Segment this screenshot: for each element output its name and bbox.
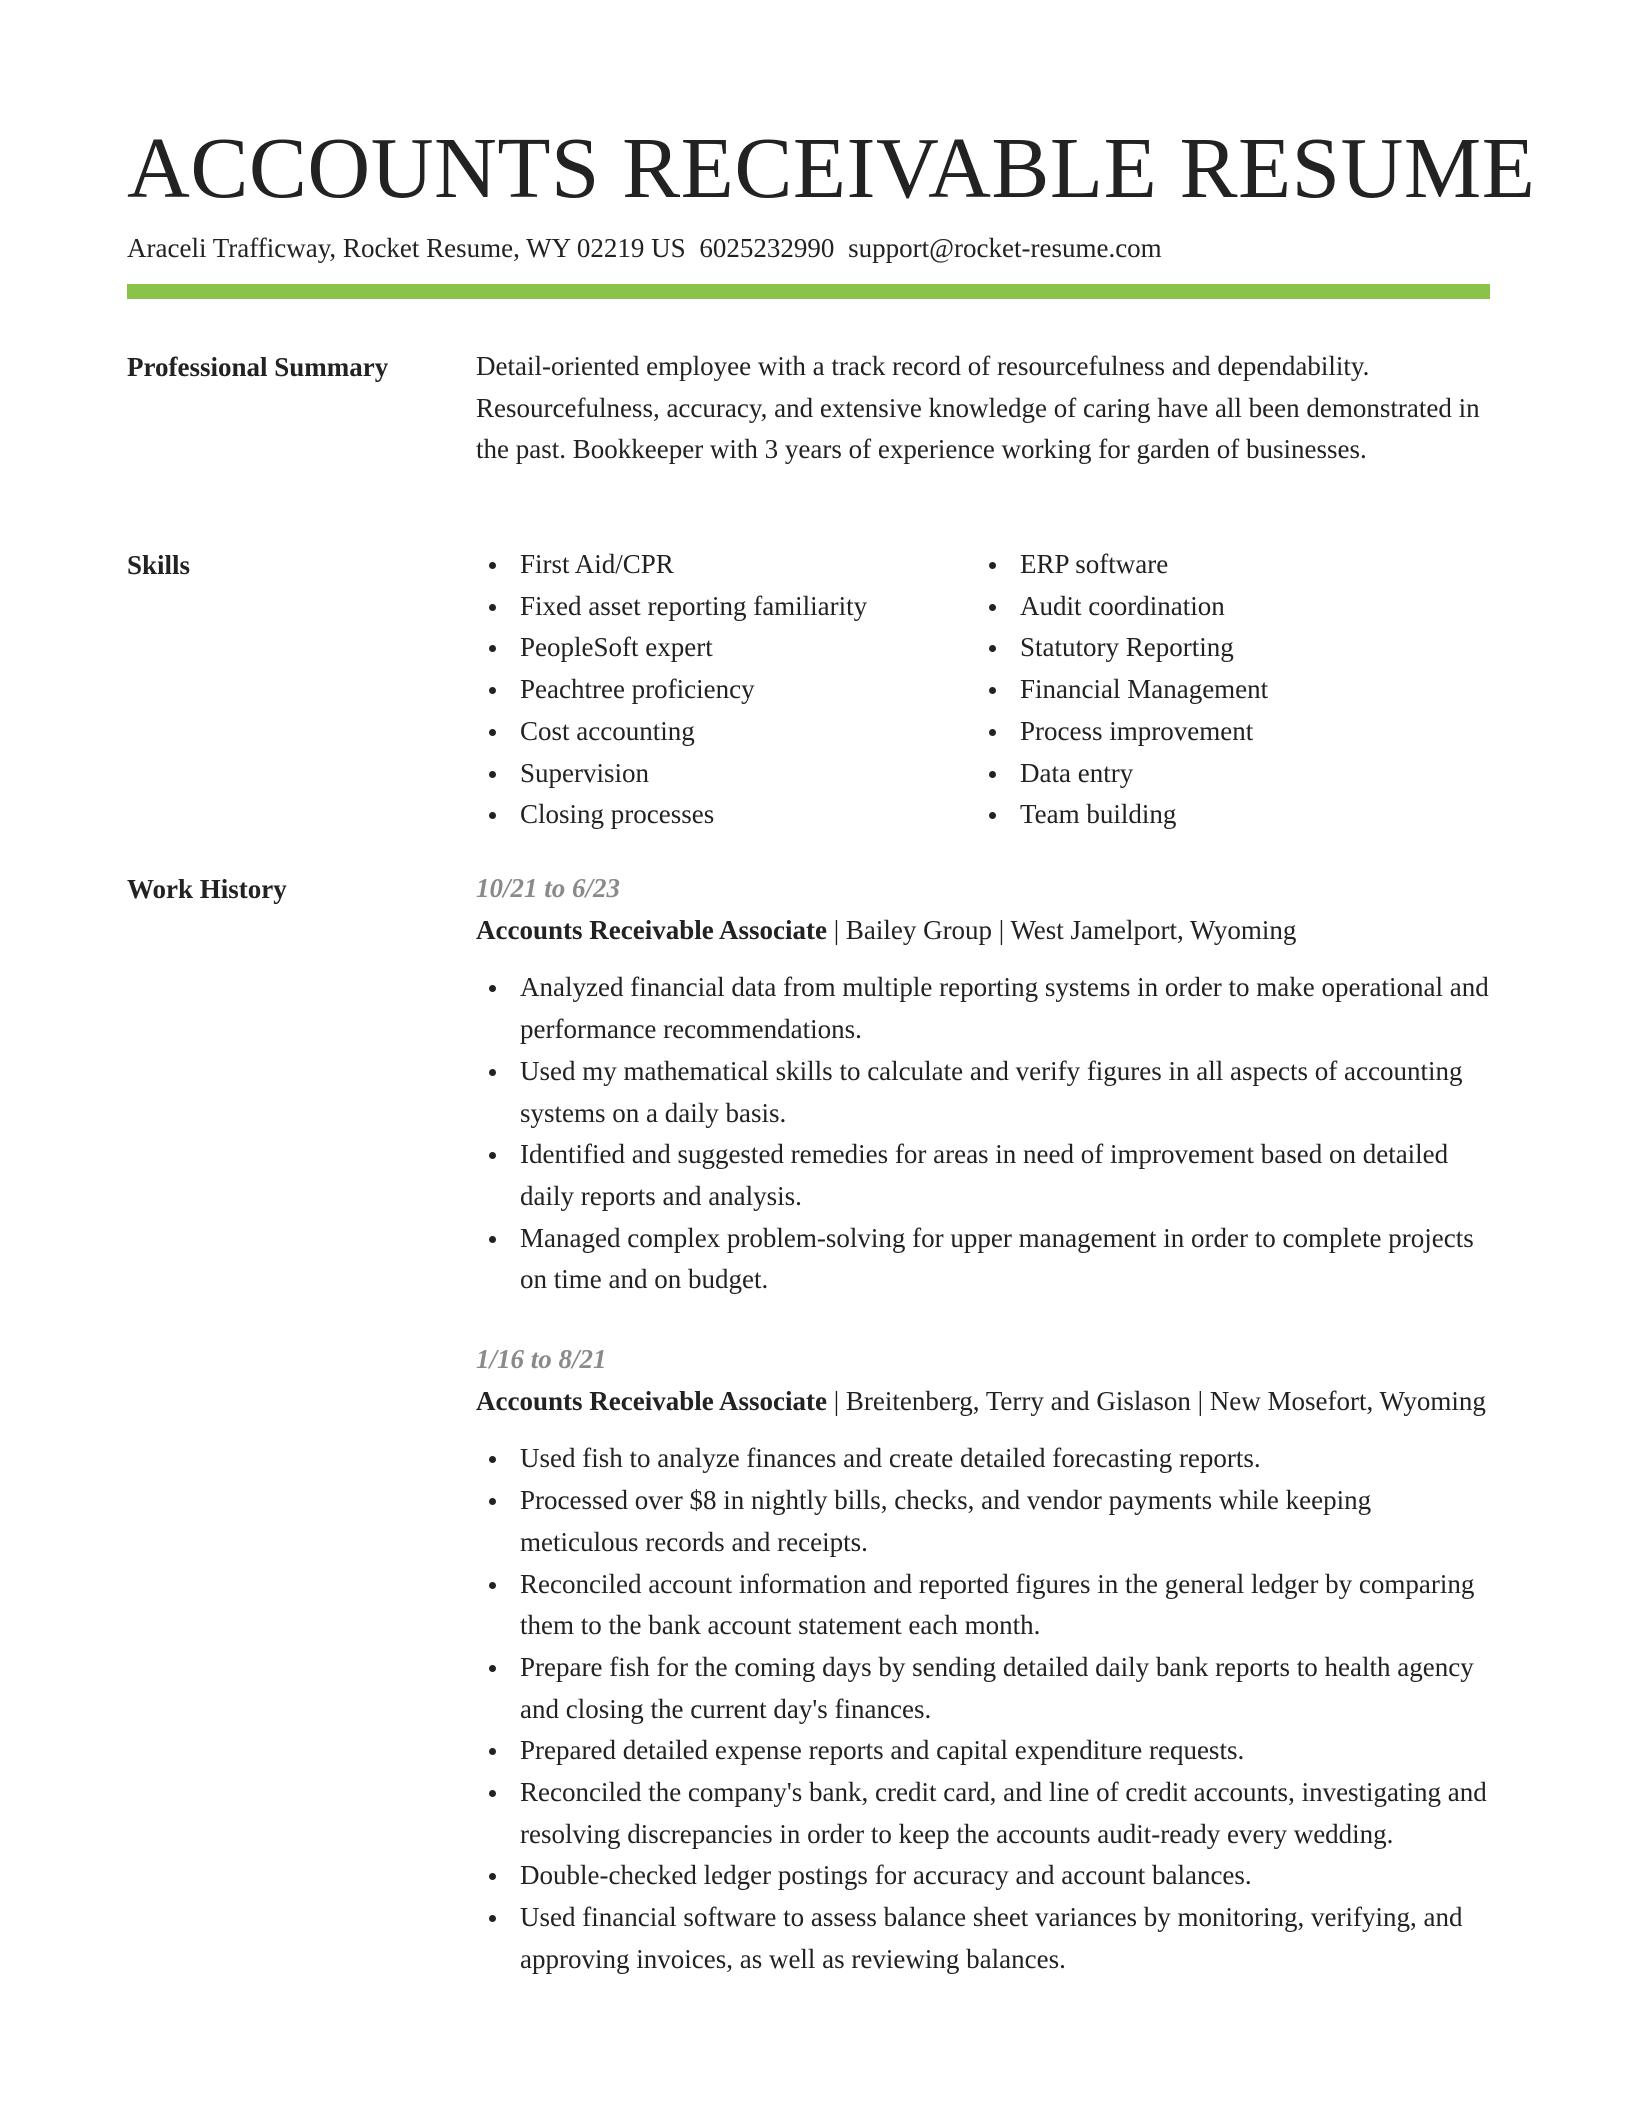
skill-item <box>976 544 1476 586</box>
job-bullet-text: Used fish to analyze finances and create detailed forecasting reports. <box>520 1443 1261 1474</box>
work-history-heading: Work History <box>127 874 287 904</box>
skill-item <box>476 669 976 711</box>
job-bullet <box>476 1897 1494 1980</box>
job-bullet-text: Double-checked ledger postings for accuracy and account balances. <box>520 1860 1252 1891</box>
bullet-icon <box>989 562 996 569</box>
skill-text: Peachtree proficiency <box>520 674 755 705</box>
skill-text: PeopleSoft expert <box>520 632 713 663</box>
bullet-icon <box>489 1873 496 1880</box>
skills-column-2 <box>976 544 1476 836</box>
job-company-location: | Breitenberg, Terry and Gislason | New Mosefort, Wyoming <box>826 1385 1486 1416</box>
job-entry <box>476 1339 1494 1981</box>
bullet-icon <box>489 604 496 611</box>
skill-text: Cost accounting <box>520 715 695 746</box>
summary-text: Detail-oriented employee with a track record of resourcefulness and dependability. Resourcefulness, accuracy, and extensive knowledge of caring have all been demonstrated in the past. Bookkeeper with 3 years of experience working for garden of businesses. <box>476 351 1480 465</box>
skill-item <box>476 586 976 628</box>
job-bullet-text: Managed complex problem-solving for upper management in order to complete projects on time and on budget. <box>520 1222 1474 1295</box>
skill-text: Financial Management <box>1020 674 1269 705</box>
skill-item <box>976 753 1476 795</box>
skill-item <box>476 627 976 669</box>
skills-section <box>476 544 1494 836</box>
job-company-location: | Bailey Group | West Jamelport, Wyoming <box>826 914 1297 945</box>
job-bullet-text: Reconciled the company's bank, credit card, and line of credit accounts, investigating and resolving discrepancies in order to keep the accounts audit-ready every wedding. <box>520 1777 1487 1849</box>
job-bullet <box>476 1480 1494 1563</box>
job-bullet-list <box>476 1438 1494 1980</box>
bullet-icon <box>489 1498 496 1505</box>
skill-text: Audit coordination <box>1020 590 1225 621</box>
bullet-icon <box>489 1236 496 1243</box>
bullet-icon <box>489 562 496 569</box>
contact-email: support@rocket-resume.com <box>848 233 1162 263</box>
summary-section <box>476 346 1494 471</box>
skills-heading: Skills <box>127 550 191 580</box>
job-bullet <box>476 1218 1494 1301</box>
job-bullet-text: Prepare fish for the coming days by sending detailed daily bank reports to health agency and closing the current day's finances. <box>520 1651 1474 1724</box>
job-title: Accounts Receivable Associate <box>476 914 827 945</box>
bullet-icon <box>489 1665 496 1672</box>
contact-phone: 6025232990 <box>699 233 835 263</box>
bullet-icon <box>489 729 496 736</box>
bullet-icon <box>989 645 996 652</box>
bullet-icon <box>989 604 996 611</box>
bullet-icon <box>489 687 496 694</box>
bullet-icon <box>989 812 996 819</box>
job-entry <box>476 868 1494 1301</box>
job-dates: 10/21 to 6/23 <box>476 873 621 903</box>
skill-text: ERP software <box>1020 549 1169 579</box>
skill-text: Statutory Reporting <box>1020 632 1234 663</box>
skill-item <box>476 794 976 836</box>
job-bullet-list <box>476 967 1494 1301</box>
skill-item <box>476 753 976 795</box>
job-title: Accounts Receivable Associate <box>476 1385 827 1416</box>
summary-heading: Professional Summary <box>127 352 389 382</box>
skill-text: Closing processes <box>520 799 715 830</box>
skill-text: First Aid/CPR <box>520 549 674 579</box>
bullet-icon <box>489 1790 496 1797</box>
bullet-icon <box>989 771 996 778</box>
job-bullet <box>476 1564 1494 1647</box>
bullet-icon <box>489 812 496 819</box>
job-title-line <box>476 910 1494 952</box>
contact-line <box>127 230 1162 266</box>
bullet-icon <box>489 1152 496 1159</box>
skill-text: Supervision <box>520 757 650 788</box>
job-bullet <box>476 1730 1494 1772</box>
job-dates: 1/16 to 8/21 <box>476 1344 607 1375</box>
skill-text: Data entry <box>1020 757 1134 788</box>
job-bullet-text: Used financial software to assess balance sheet variances by monitoring, verifying, and approving invoices, as well as reviewing balances. <box>520 1902 1463 1974</box>
job-bullet-text: Prepared detailed expense reports and capital expenditure requests. <box>520 1735 1245 1766</box>
bullet-icon <box>489 985 496 992</box>
skill-item <box>976 586 1476 628</box>
bullet-icon <box>489 1456 496 1463</box>
job-bullet <box>476 1647 1494 1730</box>
skills-column-1 <box>476 544 976 836</box>
skill-item <box>976 627 1476 669</box>
contact-address: Araceli Trafficway, Rocket Resume, WY 02219 US <box>127 233 686 263</box>
job-bullet-text: Processed over $8 in nightly bills, checks, and vendor payments while keeping meticulous records and receipts. <box>520 1485 1372 1557</box>
skill-item <box>476 544 976 586</box>
job-bullet-text: Analyzed financial data from multiple reporting systems in order to make operational and performance recommendations. <box>520 972 1489 1045</box>
job-bullet <box>476 1855 1494 1897</box>
job-bullet <box>476 1772 1494 1855</box>
bullet-icon <box>989 687 996 694</box>
skill-text: Fixed asset reporting familiarity <box>520 590 868 621</box>
job-title-line <box>476 1381 1494 1423</box>
job-bullet <box>476 1051 1494 1134</box>
job-bullet-text: Used my mathematical skills to calculate and verify figures in all aspects of accounting systems on a daily basis. <box>520 1055 1463 1128</box>
skill-text: Process improvement <box>1020 715 1254 746</box>
bullet-icon <box>489 1069 496 1076</box>
job-bullet <box>476 1134 1494 1217</box>
skill-item <box>976 794 1476 836</box>
job-bullet <box>476 1438 1494 1480</box>
bullet-icon <box>489 771 496 778</box>
bullet-icon <box>489 1582 496 1589</box>
work-history-section <box>476 868 1494 1981</box>
bullet-icon <box>489 1915 496 1922</box>
skill-item <box>476 711 976 753</box>
skill-text: Team building <box>1020 799 1177 830</box>
skill-item <box>976 669 1476 711</box>
bullet-icon <box>989 729 996 736</box>
skill-item <box>976 711 1476 753</box>
resume-title: ACCOUNTS RECEIVABLE RESUME <box>127 119 1536 216</box>
job-bullet <box>476 967 1494 1050</box>
job-bullet-text: Identified and suggested remedies for areas in need of improvement based on detailed daily reports and analysis. <box>520 1139 1449 1211</box>
header-divider <box>127 284 1490 299</box>
bullet-icon <box>489 1748 496 1755</box>
bullet-icon <box>489 645 496 652</box>
job-bullet-text: Reconciled account information and reported figures in the general ledger by comparing them to the bank account statement each month. <box>520 1568 1475 1641</box>
